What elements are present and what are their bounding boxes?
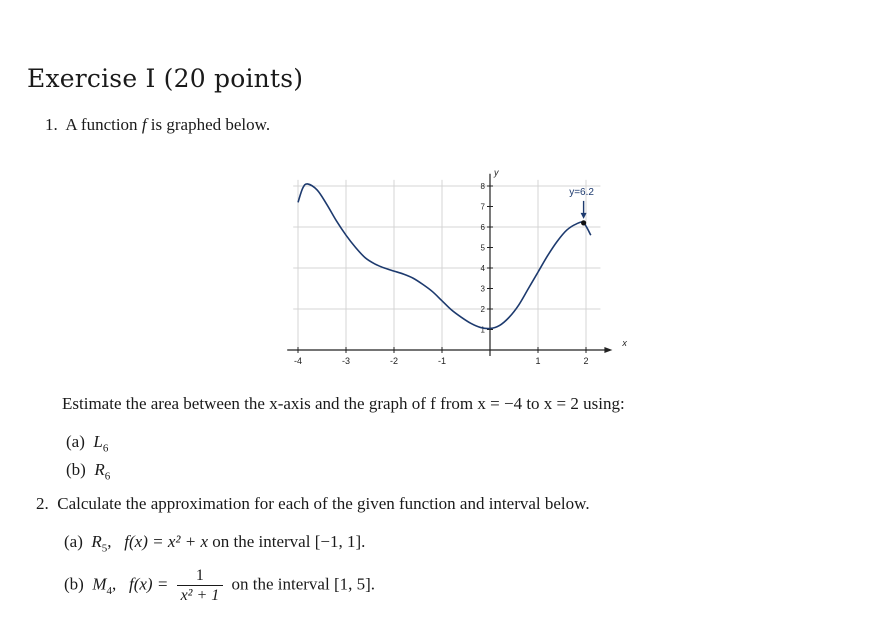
fraction [177, 566, 224, 605]
question-2-text: Calculate the approximation for each of the given function and interval below. [57, 494, 590, 513]
question-2 [36, 494, 590, 514]
part-1b [66, 460, 110, 482]
part-2b-function-lhs: f(x) = [129, 574, 169, 594]
part-2b-rule: M [92, 574, 107, 594]
part-2a-rule: R [91, 532, 102, 551]
function-curve [298, 184, 591, 329]
part-2a-interval: on the interval [−1, 1]. [212, 532, 366, 551]
question-1-text-after: is graphed below. [150, 115, 271, 134]
question-1-number: 1. [45, 115, 58, 134]
graph-annotation [569, 187, 594, 226]
part-2a-function: f(x) = x² + x [124, 532, 208, 551]
part-1a-expr: L [93, 432, 103, 451]
y-tick-label: 5 [480, 243, 485, 253]
part-2b-sub: 4 [106, 584, 112, 597]
y-axis-label: y [494, 167, 499, 178]
x-tick-label: -2 [389, 356, 399, 366]
y-tick-label: 4 [480, 264, 485, 273]
question-1 [45, 115, 270, 135]
question-2-number: 2. [36, 494, 49, 513]
y-tick-label: 3 [480, 284, 485, 294]
part-2b [64, 566, 375, 605]
part-2b-interval: on the interval [1, 5]. [231, 574, 376, 594]
part-2a-punct: , [107, 532, 112, 551]
part-2b-label: (b) [64, 574, 84, 594]
x-tick-label: -1 [437, 356, 447, 366]
graph-grid [293, 180, 600, 350]
exercise-title: Exercise I (20 points) [27, 64, 304, 93]
part-1b-sub: 6 [104, 470, 111, 483]
part-1a-sub: 6 [102, 442, 109, 455]
graph-ticks [294, 182, 589, 366]
y-tick-label: 8 [480, 182, 485, 191]
x-axis-label: x [622, 338, 627, 348]
y-tick-label: 2 [480, 305, 485, 314]
x-tick-label: 2 [583, 356, 589, 366]
x-tick-label: 1 [535, 356, 541, 366]
estimate-instruction: Estimate the area between the x-axis and the graph of f from x = −4 to x = 2 using: [62, 394, 625, 413]
function-name: f [141, 115, 147, 134]
x-tick-label: -3 [341, 356, 351, 366]
fraction-denominator: x² + 1 [180, 587, 220, 604]
y-tick-label: 7 [480, 202, 485, 212]
fraction-numerator: 1 [177, 566, 224, 586]
part-2a [64, 532, 365, 554]
part-1a-label: (a) [66, 432, 85, 451]
y-tick-label: 6 [480, 223, 485, 232]
part-1b-expr: R [94, 460, 105, 479]
max-point [581, 220, 586, 225]
part-2a-label: (a) [64, 532, 83, 551]
y-tick-label: 1 [480, 325, 485, 335]
part-2b-punct: , [112, 574, 117, 594]
part-2a-sub: 5 [101, 542, 108, 555]
x-tick-label: -4 [293, 356, 303, 366]
function-graph [280, 150, 627, 380]
annotation-label: y=6.2 [569, 186, 594, 198]
x-axis-arrow [604, 347, 612, 353]
part-1b-label: (b) [66, 460, 86, 479]
question-1-text-before: A function [65, 115, 138, 134]
part-1a [66, 432, 108, 454]
